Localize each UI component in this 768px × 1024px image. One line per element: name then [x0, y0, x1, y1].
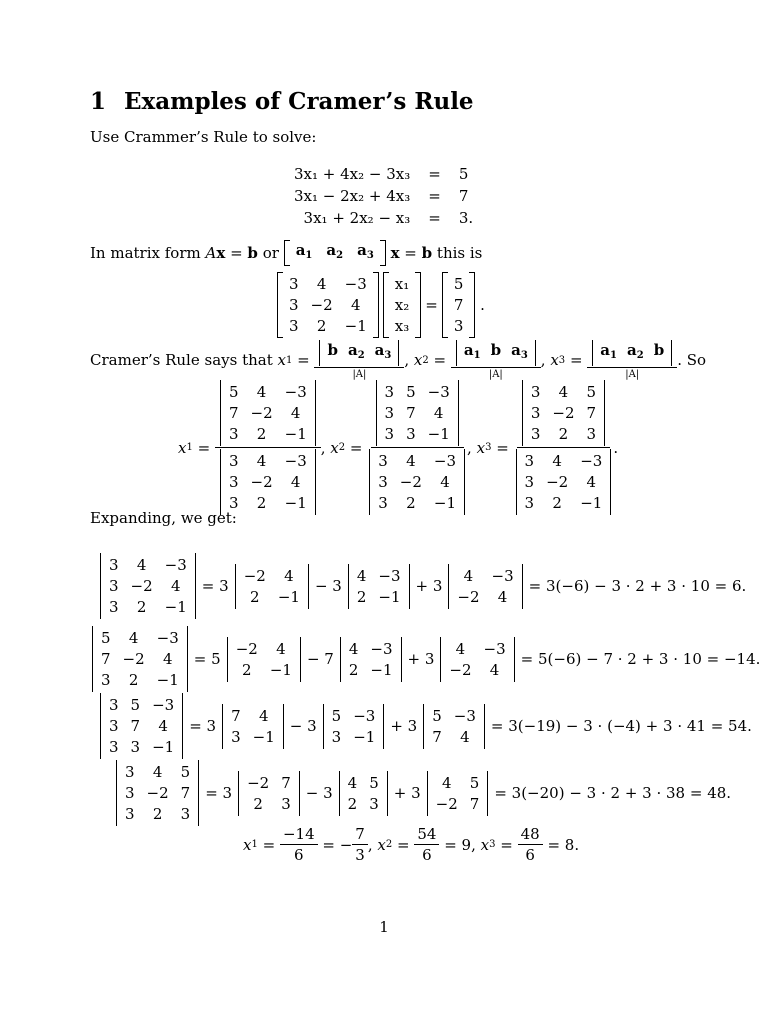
determinant — [321, 704, 387, 749]
matrix-entry: −1 — [269, 660, 292, 679]
matrix-entry: 3 — [384, 425, 395, 443]
matrix-entry: 4 — [455, 639, 466, 658]
matrix-entry: 3 — [109, 556, 119, 574]
matrix-entry: −1 — [277, 587, 300, 606]
equation-cell: 3x₁ + 4x₂ − 3x₃ — [294, 165, 411, 183]
x2-det-ratio — [367, 380, 467, 515]
matrix-equation: 3 4 −3 3 −2 4 3 2 −1 x₁ x₂ x₃ = 5 7 3 . — [277, 272, 485, 338]
matrix-entry: 7 — [231, 706, 241, 725]
matrix-entry: 5 — [180, 763, 191, 781]
det-A2 — [379, 380, 456, 446]
matrix-entry: −1 — [284, 494, 307, 512]
matrix-entry: −3 — [164, 556, 187, 574]
determinant — [346, 564, 412, 609]
matrix-entry: 3 — [109, 598, 119, 616]
matrix-entry: 4 — [128, 629, 139, 647]
matrix-entry: 3 — [180, 805, 191, 823]
operator: = 3 — [205, 784, 233, 802]
matrix-entry: −1 — [353, 727, 376, 746]
matrix-entry: 2 — [128, 671, 139, 689]
matrix-entry: 3 — [378, 494, 388, 512]
matrix-entry: 2 — [347, 794, 358, 813]
matrix-entry: 5 — [432, 706, 442, 725]
matrix-entry: 4 — [290, 404, 301, 422]
operator: = 3 — [201, 577, 229, 595]
matrix-entry: 3 — [524, 494, 535, 512]
matrix-entry: −2 — [235, 639, 258, 658]
det-A — [223, 449, 313, 515]
matrix-entry: 3 — [228, 425, 239, 443]
matrix-entry: 3 — [384, 404, 395, 422]
matrix-entry: −2 — [130, 577, 153, 595]
matrix-A-entries — [283, 272, 373, 338]
matrix-entry: −2 — [449, 660, 472, 679]
matrix-entry: 3 — [228, 473, 239, 491]
matrix-entry: 3 — [524, 452, 535, 470]
vector-b-entries — [448, 272, 470, 338]
matrix-entry: −3 — [370, 639, 393, 658]
matrix-entry: 4 — [316, 275, 327, 293]
matrix-entry: 4 — [347, 773, 358, 792]
vector-b — [442, 272, 476, 338]
matrix-entry: 3 — [406, 425, 416, 443]
determinant — [446, 564, 524, 609]
matrix-entry: 4 — [433, 404, 444, 422]
matrix-entry: 5 — [586, 383, 597, 401]
matrix-entry: −3 — [491, 566, 514, 585]
matrix-form-line: In matrix form A x = b or $a_1$ $a_2$ $a_3$ x = b this is — [90, 240, 482, 266]
operator: + 3 — [393, 784, 421, 802]
matrix-entry: 4 — [558, 383, 569, 401]
matrix-entry: −2 — [457, 587, 480, 606]
matrix-entry: −3 — [344, 275, 367, 293]
expansion-result: = 5(−6) − 7 · 2 + 3 · 10 = −14. — [520, 650, 761, 668]
determinant — [98, 693, 185, 759]
matrix-entry: −2 — [310, 296, 333, 314]
matrix-entry: −1 — [378, 587, 401, 606]
matrix-form-prefix: In matrix form — [90, 244, 201, 262]
matrix-entry: 2 — [152, 805, 163, 823]
matrix-entry: −3 — [152, 696, 175, 714]
matrix-entry: 4 — [258, 706, 269, 725]
matrix-entry: 4 — [284, 566, 294, 585]
matrix-entry: 3 — [125, 805, 135, 823]
matrix-entry: 3 — [109, 696, 119, 714]
equation-cell: 3x₁ − 2x₂ + 4x₃ — [294, 187, 411, 205]
matrix-entry: 7 — [228, 404, 239, 422]
matrix-form-this-is: this is — [436, 244, 483, 262]
vector-x — [383, 272, 421, 338]
matrix-entry: 3 — [530, 383, 541, 401]
matrix-entry: 3 — [125, 784, 135, 802]
matrix-entry: 3 — [109, 577, 119, 595]
matrix-entry: 2 — [552, 494, 562, 512]
equation-row — [290, 185, 477, 207]
equation-system — [290, 163, 477, 229]
expansion-result: = 3(−6) − 3 · 2 + 3 · 10 = 6. — [528, 577, 747, 595]
matrix-entry: −1 — [580, 494, 603, 512]
matrix-entry: 4 — [158, 717, 168, 735]
matrix-entry: −3 — [353, 706, 376, 725]
matrix-entry: 4 — [256, 452, 267, 470]
matrix-A — [277, 272, 379, 338]
matrix-entry: 2 — [348, 660, 359, 679]
matrix-entry: x₃ — [394, 317, 410, 335]
matrix-entry: 3 — [109, 738, 119, 756]
matrix-entry: x₁ — [394, 275, 410, 293]
cramer-says: Cramer’s Rule says that — [90, 351, 273, 369]
equation-cell: 3x₁ + 2x₂ − x₃ — [303, 209, 411, 227]
operator: = 3 — [189, 717, 217, 735]
cramer-so: . So — [677, 351, 707, 369]
expansion-row — [98, 693, 756, 759]
x1-det-ratio — [215, 380, 321, 515]
matrix-entry: −3 — [483, 639, 506, 658]
expansion-row — [90, 626, 764, 692]
matrix-entry: 4 — [256, 383, 267, 401]
matrix-entry: −3 — [433, 452, 457, 470]
matrix-entry: 3 — [130, 738, 141, 756]
matrix-entry: 5 — [130, 696, 141, 714]
matrix-entry: −1 — [370, 660, 393, 679]
x3-det-ratio — [514, 380, 614, 515]
matrix-entry: 4 — [552, 452, 562, 470]
equation-cell: = — [428, 187, 441, 205]
matrix-entry: 5 — [469, 773, 480, 792]
matrix-entry: 4 — [152, 763, 163, 781]
matrix-entry: 7 — [586, 404, 597, 422]
intro-text: Use Crammer’s Rule to solve: — [90, 128, 317, 146]
det-A3 — [525, 380, 602, 446]
matrix-entry: 2 — [256, 494, 267, 512]
matrix-entry: −3 — [453, 706, 476, 725]
matrix-entry: −1 — [427, 425, 450, 443]
operator: − 3 — [305, 784, 333, 802]
x1-formula: b $a_2$ $a_3$ |A| — [314, 340, 404, 380]
matrix-entry: −1 — [156, 671, 179, 689]
matrix-entry: 4 — [586, 473, 597, 491]
determinant — [220, 704, 286, 749]
matrix-entry: 3 — [228, 494, 239, 512]
matrix-entry: 2 — [253, 794, 263, 813]
matrix-entry: −2 — [122, 650, 145, 668]
determinant — [236, 771, 302, 816]
matrix-entry: 5 — [453, 275, 464, 293]
matrix-entry: x₂ — [394, 296, 410, 314]
operator: + 3 — [407, 650, 435, 668]
matrix-entry: −2 — [399, 473, 422, 491]
matrix-entry: 3 — [378, 473, 388, 491]
matrix-entry: −2 — [552, 404, 575, 422]
matrix-entry: 3 — [530, 404, 541, 422]
matrix-entry: 4 — [350, 296, 361, 314]
matrix-entry: 3 — [369, 794, 379, 813]
matrix-entry: 3 — [231, 727, 241, 746]
determinant — [114, 760, 201, 826]
matrix-entry: 3 — [281, 794, 291, 813]
operator: − 7 — [306, 650, 334, 668]
matrix-entry: 2 — [558, 425, 569, 443]
matrix-entry: −1 — [252, 727, 275, 746]
operator: − 3 — [289, 717, 317, 735]
determinant — [425, 771, 491, 816]
expansion-result: = 3(−19) − 3 · (−4) + 3 · 41 = 54. — [490, 717, 752, 735]
equation-cell: = — [428, 209, 441, 227]
matrix-entry: −1 — [284, 425, 307, 443]
matrix-entry: 4 — [170, 577, 181, 595]
matrix-entry: 3 — [384, 383, 395, 401]
matrix-entry: −1 — [433, 494, 457, 512]
expansion-row — [98, 553, 750, 619]
matrix-entry: −3 — [284, 383, 307, 401]
matrix-entry: 7 — [406, 404, 416, 422]
matrix-entry: 4 — [406, 452, 416, 470]
matrix-entry: 3 — [101, 671, 111, 689]
matrix-entry: −3 — [378, 566, 401, 585]
operator: = 5 — [193, 650, 221, 668]
equation-table — [290, 163, 477, 229]
section-number: 1 — [90, 88, 107, 115]
matrix-entry: 7 — [180, 784, 191, 802]
matrix-entry: 5 — [331, 706, 342, 725]
determinant — [438, 637, 516, 682]
determinant — [337, 771, 390, 816]
matrix-entry: 7 — [432, 727, 442, 746]
matrix-entry: 2 — [249, 587, 260, 606]
matrix-entry: 4 — [463, 566, 474, 585]
matrix-entry: 3 — [109, 717, 119, 735]
equation-cell: = — [428, 165, 441, 183]
section-heading — [90, 88, 474, 115]
matrix-entry: 4 — [497, 587, 508, 606]
matrix-entry: 3 — [228, 452, 239, 470]
determinant — [98, 553, 198, 619]
matrix-entry: 4 — [136, 556, 147, 574]
matrix-entry: 2 — [136, 598, 147, 616]
matrix-entry: 3 — [524, 473, 535, 491]
equation-cell: 3. — [458, 209, 474, 227]
matrix-form-or: or — [262, 244, 279, 262]
matrix-entry: 7 — [101, 650, 111, 668]
cramer-rule-line: Cramer’s Rule says that x 1 = b $a_2$ $a_3$ |A| , x 2 = $a_1$ b $a_3$ |A| , x 3 = $a_1$ $a_2$ b |A| . So — [90, 341, 707, 380]
determinant — [338, 637, 404, 682]
det-A — [372, 449, 462, 515]
matrix-entry: −2 — [243, 566, 266, 585]
matrix-entry: 4 — [441, 773, 452, 792]
vector-x-entries — [389, 272, 415, 338]
expansion-row — [114, 760, 735, 826]
matrix-entry: 5 — [369, 773, 379, 792]
matrix-entry: 3 — [586, 425, 597, 443]
equation-row — [290, 207, 477, 229]
matrix-entry: 2 — [406, 494, 416, 512]
operator: + 3 — [415, 577, 443, 595]
matrix-entry: −3 — [427, 383, 450, 401]
column-matrix: $a_1$ $a_2$ $a_3$ — [284, 240, 386, 266]
x3-formula: $a_1$ $a_2$ b |A| — [587, 340, 677, 380]
matrix-entry: −2 — [546, 473, 569, 491]
matrix-entry: 4 — [356, 566, 367, 585]
operator: + 3 — [390, 717, 418, 735]
det-A1 — [223, 380, 313, 446]
expanding-text: Expanding, we get: — [90, 509, 237, 527]
matrix-entry: 2 — [256, 425, 267, 443]
matrix-entry: 4 — [489, 660, 500, 679]
matrix-entry: −1 — [152, 738, 175, 756]
matrix-entry: −1 — [164, 598, 187, 616]
matrix-entry: 4 — [348, 639, 359, 658]
matrix-entry: 7 — [469, 794, 480, 813]
matrix-entry: 5 — [228, 383, 239, 401]
matrix-entry: 2 — [356, 587, 367, 606]
matrix-entry: 4 — [162, 650, 173, 668]
matrix-entry: 3 — [530, 425, 541, 443]
matrix-entry: −2 — [247, 773, 270, 792]
matrix-entry: 2 — [241, 660, 252, 679]
operator: − 3 — [314, 577, 342, 595]
determinant — [90, 626, 190, 692]
matrix-entry: 4 — [460, 727, 470, 746]
matrix-entry: 2 — [316, 317, 327, 335]
matrix-entry: −1 — [344, 317, 367, 335]
matrix-entry: 3 — [331, 727, 342, 746]
matrix-entry: 4 — [276, 639, 286, 658]
matrix-entry: −3 — [156, 629, 179, 647]
matrix-entry: 3 — [289, 317, 299, 335]
matrix-entry: 4 — [440, 473, 450, 491]
matrix-entry: 3 — [289, 275, 299, 293]
matrix-entry: −2 — [146, 784, 169, 802]
matrix-entry: 3 — [125, 763, 135, 781]
matrix-entry: 7 — [130, 717, 141, 735]
matrix-entry: 4 — [290, 473, 301, 491]
equation-cell: 5 — [458, 165, 469, 183]
section-title: Examples of Cramer’s Rule — [124, 88, 474, 115]
matrix-entry: 7 — [281, 773, 291, 792]
matrix-entry: 3 — [453, 317, 464, 335]
matrix-entry: −2 — [250, 473, 273, 491]
matrix-entry: 3 — [289, 296, 299, 314]
matrix-entry: 5 — [406, 383, 416, 401]
expansion-result: = 3(−20) − 3 · 2 + 3 · 38 = 48. — [494, 784, 732, 802]
matrix-entry: 5 — [101, 629, 111, 647]
matrix-entry: −3 — [284, 452, 307, 470]
det-A — [519, 449, 609, 515]
x2-formula: $a_1$ b $a_3$ |A| — [451, 340, 541, 380]
page-number: 1 — [379, 918, 389, 936]
equation-cell: 7 — [458, 187, 469, 205]
matrix-entry: −2 — [435, 794, 458, 813]
determinant — [225, 637, 303, 682]
determinant — [233, 564, 311, 609]
matrix-entry: −3 — [580, 452, 603, 470]
determinant — [421, 704, 487, 749]
final-solution: x 1 = $\frac{-14}{6}$ = − $\frac{7}{3}$ , x 2 = $\frac{54}{6}$ = 9 , x 3 = $\frac{48}{6}$ = 8. — [243, 825, 580, 864]
matrix-entry: 7 — [453, 296, 464, 314]
matrix-entry: 3 — [378, 452, 388, 470]
equation-row — [290, 163, 477, 185]
matrix-entry: −2 — [250, 404, 273, 422]
determinant-ratios: x 1 = 5 4 −3 7 −2 4 3 2 −1 3 4 −3 3 −2 4 3 2 −1 , x 2 = 3 5 −3 3 7 4 3 3 −1 3 4 −3 3 −2 4 3 2 −1 , x 3 = 3 4 5 3 −2 7 3 2 3 3 4 −3 3 −2 4 3 2 −1 . — [178, 380, 618, 515]
